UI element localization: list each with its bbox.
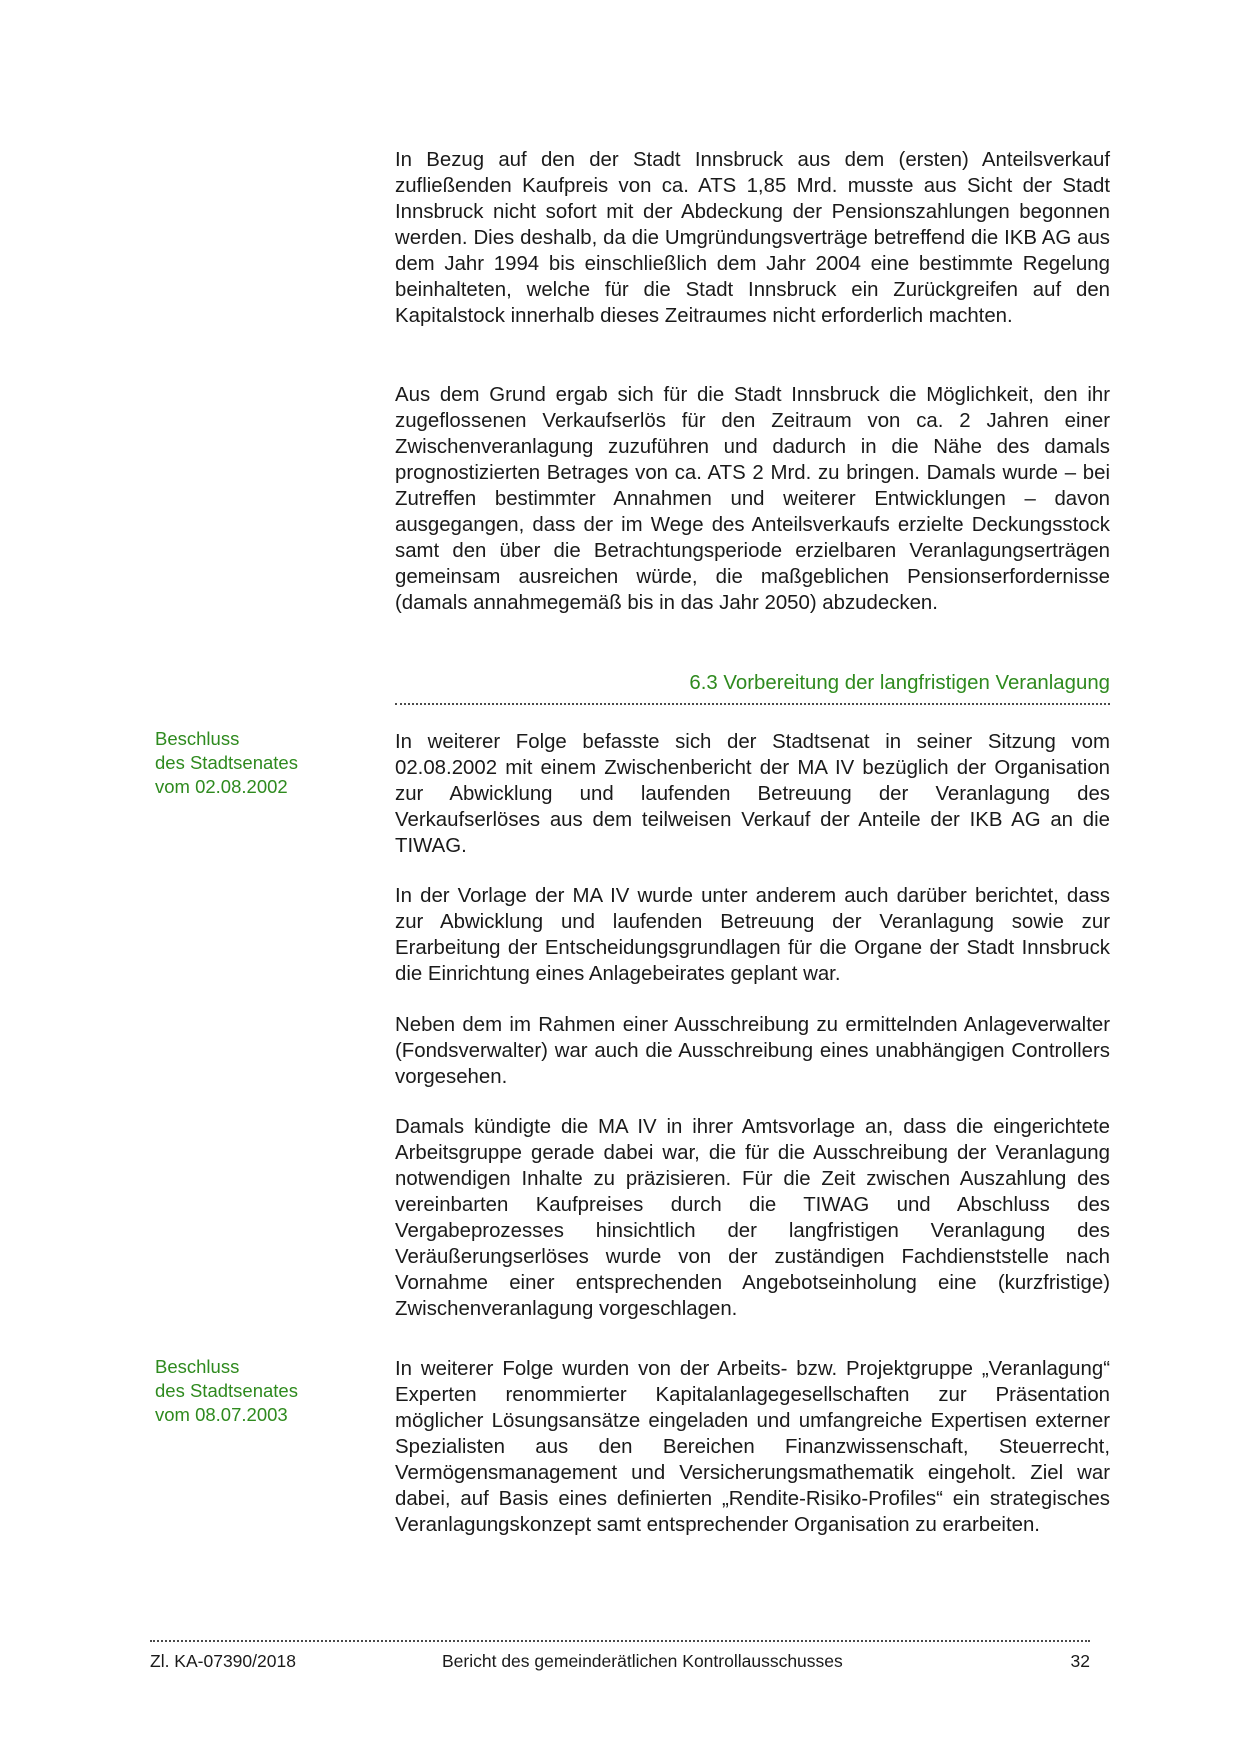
side-note-line: des Stadtsenates: [155, 752, 298, 773]
paragraph-5: Neben dem im Rahmen einer Ausschreibung zu ermittelnden Anlageverwalter (Fondsverwalter) war auch die Ausschreibung eines unabhängigen Controllers vorgesehen.: [395, 1014, 1110, 1088]
paragraph-6: Damals kündigte die MA IV in ihrer Amtsvorlage an, dass die eingerichtete Arbeitsgruppe gerade dabei war, die für die Ausschreibung der Veranlagung notwendigen Inhalte zu präzisieren. Für die Zeit zwischen Auszahlung des vereinbarten Kaufpreises durch die TIWAG und Abschluss des Vergabeprozesses hinsichtlich der langfristigen Veranlagung des Veräußerungserlöses wurde von der zuständigen Fachdienststelle nach Vornahme einer entsprechenden Angebotseinholung eine (kurzfristige) Zwischenveranlagung vorgeschlagen.: [395, 1116, 1110, 1320]
footer-divider: [150, 1640, 1090, 1642]
paragraph-3: In weiterer Folge befasste sich der Stadtsenat in seiner Sitzung vom 02.08.2002 mit einem Zwischenbericht der MA IV bezüglich der Organisation zur Abwicklung und laufenden Betreuung der Veranlagung des Verkaufserlöses aus dem teilweisen Verkauf der Anteile der IKB AG an die TIWAG.: [395, 731, 1110, 857]
side-note-line: vom 08.07.2003: [155, 1404, 288, 1425]
side-note-line: Beschluss: [155, 728, 240, 749]
heading-divider: [395, 703, 1110, 705]
section-heading: 6.3 Vorbereitung der langfristigen Veranlagung: [689, 672, 1110, 694]
page-number: 32: [1070, 1651, 1090, 1671]
footer-reference: Zl. KA-07390/2018: [150, 1651, 296, 1671]
side-note-line: des Stadtsenates: [155, 1380, 298, 1401]
footer-title: Bericht des gemeinderätlichen Kontrollausschusses: [442, 1651, 843, 1671]
paragraph-1: In Bezug auf den der Stadt Innsbruck aus dem (ersten) Anteilsverkauf zufließenden Kaufpreis von ca. ATS 1,85 Mrd. musste aus Sicht der Stadt Innsbruck nicht sofort mit der Abdeckung der Pensionszahlungen begonnen werden. Dies deshalb, da die Umgründungsverträge betreffend die IKB AG aus dem Jahr 1994 bis einschließlich dem Jahr 2004 eine bestimmte Regelung beinhalteten, welche für die Stadt Innsbruck ein Zurückgreifen auf den Kapitalstock innerhalb dieses Zeitraumes nicht erforderlich machten.: [395, 149, 1110, 327]
paragraph-4: In der Vorlage der MA IV wurde unter anderem auch darüber berichtet, dass zur Abwicklung und laufenden Betreuung der Veranlagung sowie zur Erarbeitung der Entscheidungsgrundlagen für die Organe der Stadt Innsbruck die Einrichtung eines Anlagebeirates geplant war.: [395, 885, 1110, 985]
paragraph-2: Aus dem Grund ergab sich für die Stadt Innsbruck die Möglichkeit, den ihr zugeflossenen Verkaufserlös für den Zeitraum von ca. 2 Jahren einer Zwischenveranlagung zuzuführen und dadurch in die Nähe des damals prognostizierten Betrages von ca. ATS 2 Mrd. zu bringen. Damals wurde – bei Zutreffen bestimmter Annahmen und weiterer Entwicklungen – davon ausgegangen, dass der im Wege des Anteilsverkaufs erzielte Deckungsstock samt den über die Betrachtungsperiode erzielbaren Veranlagungserträgen gemeinsam ausreichen würde, die maßgeblichen Pensionserfordernisse (damals annahmegemäß bis in das Jahr 2050) abzudecken.: [395, 384, 1110, 614]
side-note-beschluss-1: [155, 727, 355, 799]
side-note-line: vom 02.08.2002: [155, 776, 288, 797]
side-note-beschluss-2: [155, 1355, 355, 1427]
paragraph-7: In weiterer Folge wurden von der Arbeits- bzw. Projektgruppe „Veranlagung“ Experten renommierter Kapitalanlagegesellschaften zur Präsentation möglicher Lösungsansätze eingeladen und umfangreiche Expertisen externer Spezialisten aus den Bereichen Finanzwissenschaft, Steuerrecht, Vermögensmanagement und Versicherungsmathematik eingeholt. Ziel war dabei, auf Basis eines definierten „Rendite-Risiko-Profiles“ ein strategisches Veranlagungskonzept samt entsprechender Organisation zu erarbeiten.: [395, 1358, 1110, 1536]
side-note-line: Beschluss: [155, 1356, 240, 1377]
